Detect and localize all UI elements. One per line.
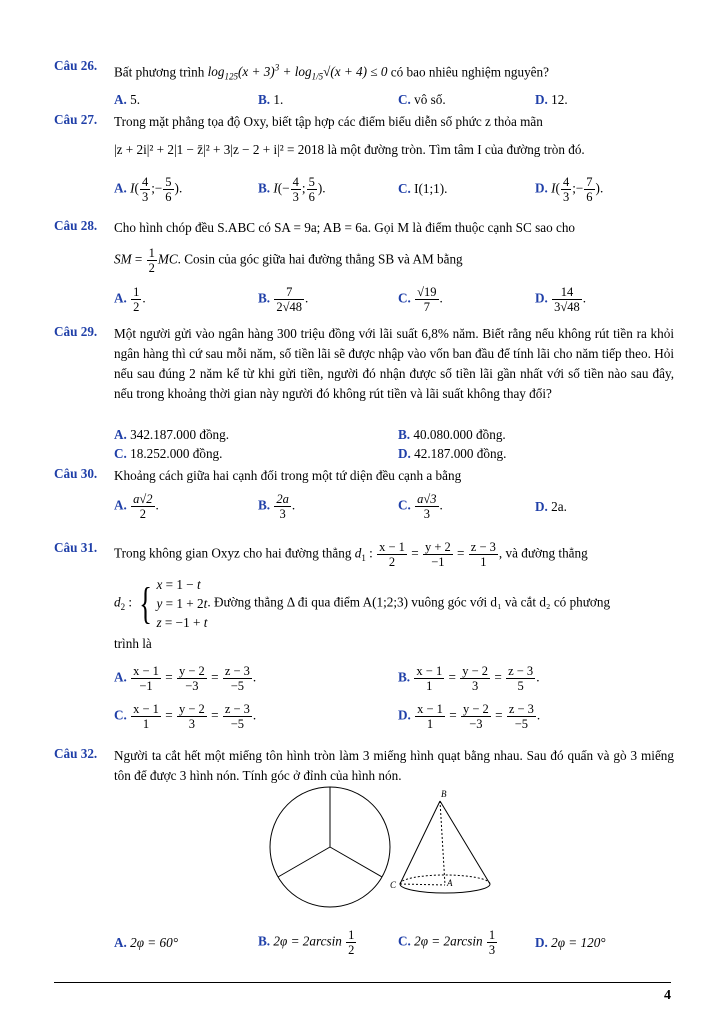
circle-sectors — [270, 787, 390, 907]
question-text: Người ta cắt hết một miếng tôn hình tròn làm 3 miếng hình quạt bằng nhau. Sau đó quấn và gò 3 miếng tôn để được 3 hình nón. Tính góc ở đỉnh của hình nón. — [114, 748, 674, 783]
question-28 — [54, 218, 674, 275]
choice-c[interactable]: C. 18.252.000 đồng. — [114, 446, 223, 461]
choice-a[interactable]: A. I( $\frac{4}{3}$ ;− $\frac{5}{6}$ ). — [114, 175, 183, 204]
footer-rule — [54, 982, 671, 983]
question-text: Trong mặt phẳng tọa độ Oxy, biết tập hợp các điểm biểu diễn số phức z thỏa mãn |z + 2i|² + 2|1 − z̄|² + 3|z − 2 + i|² = 2018 là một đường tròn. Tìm tâm I của đường tròn đó. — [114, 114, 585, 157]
choice-a[interactable]: A. $\frac{x - 1}{-1}$ = $\frac{y - 2}{-3}$ = $\frac{z - 3}{-5}$ . — [114, 664, 257, 693]
choice-c[interactable]: C. $\frac{√19}{7}$ . — [398, 285, 443, 314]
question-29 — [54, 324, 674, 404]
question-27 — [54, 112, 674, 160]
question-31 — [54, 540, 674, 654]
choice-a[interactable]: A. 2φ = 60° — [114, 935, 178, 950]
figure-circle-cone — [268, 784, 498, 909]
choice-b[interactable]: B. 40.080.000 đồng. — [398, 427, 506, 442]
question-number: Câu 29. — [54, 324, 98, 339]
question-text: Cho hình chóp đều S.ABC có SA = 9a; AB = 6a. Gọi M là điểm thuộc cạnh SC sao cho SM = $\frac{1}{2}$ MC. Cosin của góc giữa hai đường thẳng SB và AM bằng — [114, 220, 576, 275]
question-number: Câu 28. — [54, 218, 98, 233]
question-26 — [54, 58, 674, 87]
choice-c[interactable]: C. 2φ = 2arcsin $\frac{1}{3}$ — [398, 928, 496, 957]
question-number: Câu 27. — [54, 112, 98, 127]
choice-a[interactable]: A. 5. — [114, 92, 141, 107]
question-number: Câu 32. — [54, 746, 98, 761]
question-text: Trong không gian Oxyz cho hai đường thẳng $d_1$ : $\frac{x - 1}{2}$ = $\frac{y + 2}{-1}$ = $\frac{z - 3}{1}$ , và đường thẳng $d_2$ : { x = 1 − t y = 1 + 2t z = −1 + t. Đường thẳng Δ đi qua điểm A(1;2;3) vuông góc với d₁ và cắt d₂ có phương trình là — [114, 540, 611, 651]
choice-d[interactable]: D. $\frac{14}{3√48}$ . — [535, 285, 587, 314]
question-number: Câu 31. — [54, 540, 98, 555]
question-text: Bất phương trình $\log_{125}(x + 3)^3 + \log_{1/5}√(x + 4) \le 0$ có bao nhiêu nghiệm nguyên? — [114, 63, 549, 83]
choice-c[interactable]: C. $\frac{a√3}{3}$ . — [398, 492, 443, 521]
choice-d[interactable]: D. 42.187.000 đồng. — [398, 446, 507, 461]
choice-d[interactable]: D. 12. — [535, 92, 568, 107]
choice-c[interactable]: C. vô số. — [398, 92, 446, 107]
label-b: B — [441, 789, 447, 799]
choice-a[interactable]: A. $\frac{a√2}{2}$ . — [114, 492, 159, 521]
question-text: Khoảng cách giữa hai cạnh đối trong một tứ diện đều cạnh a bằng — [114, 468, 462, 483]
question-32 — [54, 746, 674, 786]
question-number: Câu 26. — [54, 58, 98, 73]
page-number: 4 — [664, 988, 671, 1003]
cone — [390, 789, 490, 893]
choice-d[interactable]: D. I( $\frac{4}{3}$ ;− $\frac{7}{6}$ ). — [535, 175, 604, 204]
choice-b[interactable]: B. $\frac{2a}{3}$ . — [258, 492, 296, 521]
choice-d[interactable]: D. 2a. — [535, 499, 567, 514]
question-30 — [54, 466, 674, 486]
choice-b[interactable]: B. 2φ = 2arcsin $\frac{1}{2}$ — [258, 928, 355, 957]
choice-b[interactable]: B. I(− $\frac{4}{3}$ ; $\frac{5}{6}$ ). — [258, 175, 326, 204]
label-a: A — [447, 878, 453, 888]
choice-a[interactable]: A. $\frac{1}{2}$ . — [114, 285, 146, 314]
question-text: Một người gửi vào ngân hàng 300 triệu đồng với lãi suất 6,8% năm. Biết rằng nếu không rút tiền ra khỏi ngân hàng thì cứ sau mỗi năm, số tiền lãi sẽ được nhập vào vốn ban đầu để tính lãi cho năm tiếp theo. Hỏi nếu sau đúng 2 năm kể từ khi gửi tiền, người đó nhận được số tiền lãi gần nhất với số tiền nào sau đây, nếu trong khoảng thời gian này người đó không rút tiền và lãi suất không thay đổi? — [114, 326, 674, 401]
label-c: C — [390, 880, 397, 890]
question-number: Câu 30. — [54, 466, 98, 481]
choice-a[interactable]: A. 342.187.000 đồng. — [114, 427, 230, 442]
choice-c[interactable]: C. I(1;1). — [398, 181, 448, 196]
choice-d[interactable]: D. $\frac{x - 1}{1}$ = $\frac{y - 2}{-3}$ = $\frac{z - 3}{-5}$ . — [398, 702, 541, 731]
choice-d[interactable]: D. 2φ = 120° — [535, 935, 606, 950]
choice-b[interactable]: B. $\frac{x - 1}{1}$ = $\frac{y - 2}{3}$ = $\frac{z - 3}{5}$ . — [398, 664, 540, 693]
choice-b[interactable]: B. $\frac{7}{2√48}$ . — [258, 285, 309, 314]
choice-b[interactable]: B. 1. — [258, 92, 284, 107]
choice-c[interactable]: C. $\frac{x - 1}{1}$ = $\frac{y - 2}{3}$ = $\frac{z - 3}{-5}$ . — [114, 702, 257, 731]
